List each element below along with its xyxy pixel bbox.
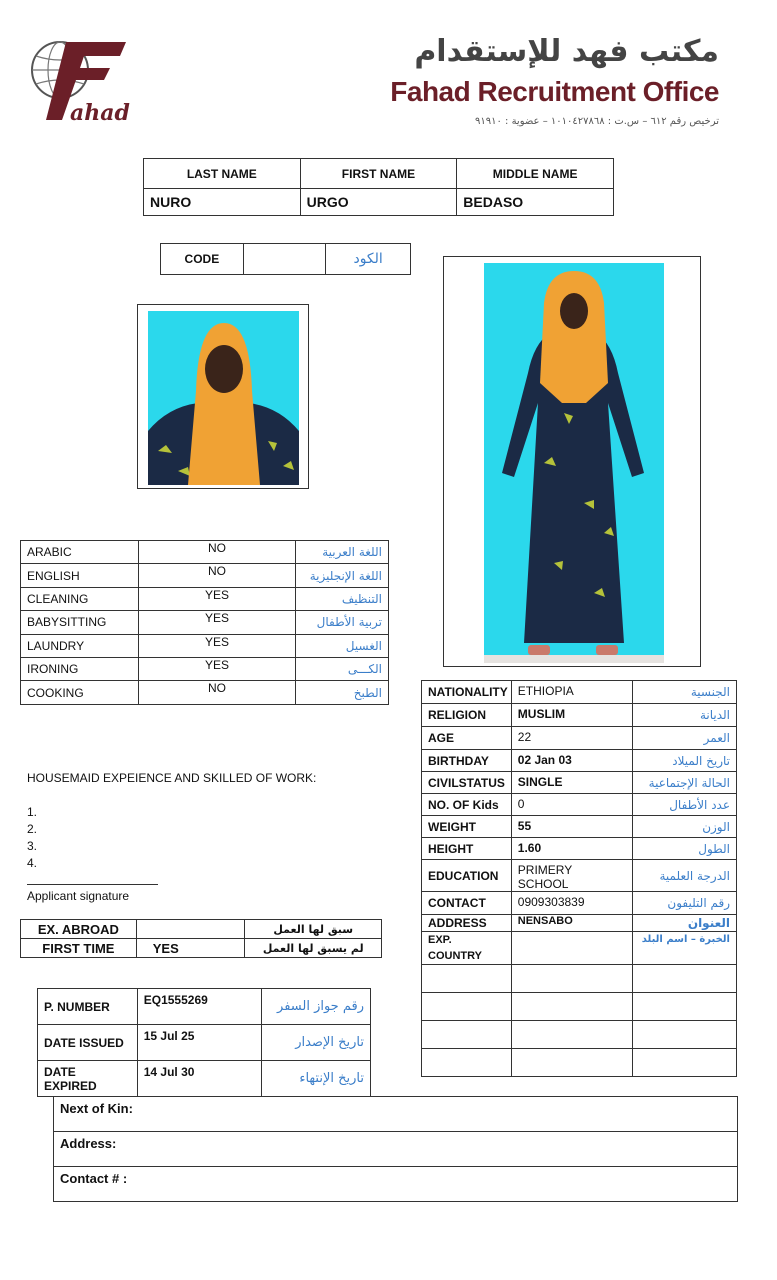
detail-label: ADDRESS [422, 915, 512, 932]
abroad-row [21, 939, 382, 958]
detail-label-arabic: العمر [632, 727, 736, 750]
code-table [160, 243, 411, 275]
detail-value: ETHIOPIA [511, 681, 632, 704]
skill-label-arabic: اللغة العربية [296, 541, 389, 564]
experience-list [27, 804, 37, 872]
detail-label-arabic: الوزن [632, 816, 736, 838]
experience-heading: HOUSEMAID EXPEIENCE AND SKILLED OF WORK: [27, 771, 317, 785]
detail-label: CIVILSTATUS [422, 772, 512, 794]
exp-country-label-arabic: الخبرة – اسم البلد [632, 932, 736, 965]
experience-item: 3. [27, 839, 38, 853]
detail-label-arabic: الدرجة العلمية [632, 860, 736, 892]
detail-label: HEIGHT [422, 838, 512, 860]
detail-value: 0 [511, 794, 632, 816]
abroad-row [21, 920, 382, 939]
skill-row [21, 564, 389, 587]
skills-table [20, 540, 389, 705]
skill-row [21, 634, 389, 657]
license-info: ترخيص رقم ٦١٢ – س.ت : ١٠١٠٤٢٧٨٦٨ – عضوية : ٩١٩١٠ [474, 116, 719, 127]
kin-contact-label: Contact # : [54, 1167, 738, 1202]
name-table [143, 158, 614, 216]
detail-row [422, 838, 737, 860]
detail-label: NATIONALITY [422, 681, 512, 704]
detail-label-arabic: الديانة [632, 704, 736, 727]
passport-label: P. NUMBER [38, 989, 138, 1025]
detail-value: SINGLE [511, 772, 632, 794]
skill-row [21, 657, 389, 680]
signature-line [27, 884, 158, 885]
full-body-photo-frame [443, 256, 701, 667]
detail-label-arabic: الجنسية [632, 681, 736, 704]
skill-label-arabic: اللغة الإنجليزية [296, 564, 389, 587]
passport-value: 14 Jul 30 [137, 1061, 262, 1097]
detail-label-arabic: الطول [632, 838, 736, 860]
skill-row [21, 587, 389, 610]
skill-value: YES [138, 587, 295, 610]
skill-value: YES [138, 634, 295, 657]
detail-value: 22 [511, 727, 632, 750]
skill-label: IRONING [21, 657, 139, 680]
abroad-label-arabic: سبق لها العمل [245, 920, 382, 939]
skill-label: ENGLISH [21, 564, 139, 587]
detail-label: AGE [422, 727, 512, 750]
passport-label: DATE EXPIRED [38, 1061, 138, 1097]
full-body-photo [484, 263, 664, 663]
first-name-header: FIRST NAME [300, 159, 457, 189]
abroad-value [136, 920, 245, 939]
passport-value: 15 Jul 25 [137, 1025, 262, 1061]
detail-value: NENSABO [511, 915, 632, 932]
skill-label: BABYSITTING [21, 611, 139, 634]
passport-label: DATE ISSUED [38, 1025, 138, 1061]
detail-value: MUSLIM [511, 704, 632, 727]
detail-label-arabic: تاريخ الميلاد [632, 750, 736, 772]
skill-value: NO [138, 564, 295, 587]
abroad-label: EX. ABROAD [21, 920, 137, 939]
passport-label-arabic: تاريخ الإنتهاء [262, 1061, 371, 1097]
exp-country-blank-row [422, 1049, 737, 1077]
detail-value: 55 [511, 816, 632, 838]
skill-row [21, 541, 389, 564]
signature-label: Applicant signature [27, 889, 130, 903]
arabic-company-title: مكتب فهد للإستقدام [414, 34, 719, 69]
skill-label-arabic: التنظيف [296, 587, 389, 610]
detail-value: 1.60 [511, 838, 632, 860]
detail-label: NO. OF Kids [422, 794, 512, 816]
detail-label: CONTACT [422, 892, 512, 915]
detail-label-arabic: عدد الأطفال [632, 794, 736, 816]
skill-label-arabic: تربية الأطفال [296, 611, 389, 634]
exp-country-label: EXP. COUNTRY [422, 932, 512, 965]
detail-label-arabic: العنوان [632, 915, 736, 932]
detail-value: PRIMERY SCHOOL [511, 860, 632, 892]
next-of-kin-label: Next of Kin: [54, 1097, 738, 1132]
last-name-value: NURO [144, 189, 301, 216]
skill-value: NO [138, 541, 295, 564]
passport-table [37, 988, 371, 1097]
abroad-label: FIRST TIME [21, 939, 137, 958]
detail-row [422, 892, 737, 915]
exp-country-blank-row [422, 993, 737, 1021]
abroad-value: YES [136, 939, 245, 958]
exp-country-blank-row [422, 1021, 737, 1049]
kin-address-label: Address: [54, 1132, 738, 1167]
detail-value: 0909303839 [511, 892, 632, 915]
exp-country-value [511, 932, 632, 965]
portrait-photo [148, 311, 299, 485]
abroad-label-arabic: لم يسبق لها العمل [245, 939, 382, 958]
detail-value: 02 Jan 03 [511, 750, 632, 772]
detail-row [422, 727, 737, 750]
last-name-header: LAST NAME [144, 159, 301, 189]
detail-row [422, 772, 737, 794]
skill-row [21, 681, 389, 704]
detail-row [422, 860, 737, 892]
detail-label: WEIGHT [422, 816, 512, 838]
details-table [421, 680, 737, 1077]
skill-row [21, 611, 389, 634]
logo-text: ahad [70, 100, 130, 126]
skill-label-arabic: الطبخ [296, 681, 389, 704]
passport-label-arabic: رقم جواز السفر [262, 989, 371, 1025]
detail-row [422, 915, 737, 932]
detail-label: EDUCATION [422, 860, 512, 892]
skill-label: LAUNDRY [21, 634, 139, 657]
experience-item: 1. [27, 805, 38, 819]
experience-item: 2. [27, 822, 38, 836]
detail-label-arabic: رقم التليفون [632, 892, 736, 915]
code-label: CODE [161, 244, 244, 275]
detail-label: RELIGION [422, 704, 512, 727]
detail-label-arabic: الحالة الإجتماعية [632, 772, 736, 794]
passport-row [38, 1025, 371, 1061]
english-company-title: Fahad Recruitment Office [390, 76, 719, 107]
code-value [243, 244, 326, 275]
middle-name-value: BEDASO [457, 189, 614, 216]
detail-row [422, 794, 737, 816]
skill-label: ARABIC [21, 541, 139, 564]
skill-value: NO [138, 681, 295, 704]
exp-country-blank-row [422, 965, 737, 993]
passport-row [38, 989, 371, 1025]
skill-label-arabic: الغسيل [296, 634, 389, 657]
skill-value: YES [138, 657, 295, 680]
passport-value: EQ1555269 [137, 989, 262, 1025]
next-of-kin-table [53, 1096, 738, 1202]
skill-label-arabic: الكـــى [296, 657, 389, 680]
abroad-table [20, 919, 382, 958]
passport-row [38, 1061, 371, 1097]
experience-item: 4. [27, 856, 38, 870]
exp-country-row [422, 932, 737, 965]
first-name-value: URGO [300, 189, 457, 216]
passport-label-arabic: تاريخ الإصدار [262, 1025, 371, 1061]
portrait-photo-frame [137, 304, 309, 489]
code-label-arabic: الكود [326, 244, 411, 275]
skill-label: COOKING [21, 681, 139, 704]
skill-value: YES [138, 611, 295, 634]
company-logo [26, 34, 136, 126]
detail-row [422, 816, 737, 838]
detail-row [422, 704, 737, 727]
detail-row [422, 681, 737, 704]
detail-row [422, 750, 737, 772]
middle-name-header: MIDDLE NAME [457, 159, 614, 189]
skill-label: CLEANING [21, 587, 139, 610]
detail-label: BIRTHDAY [422, 750, 512, 772]
